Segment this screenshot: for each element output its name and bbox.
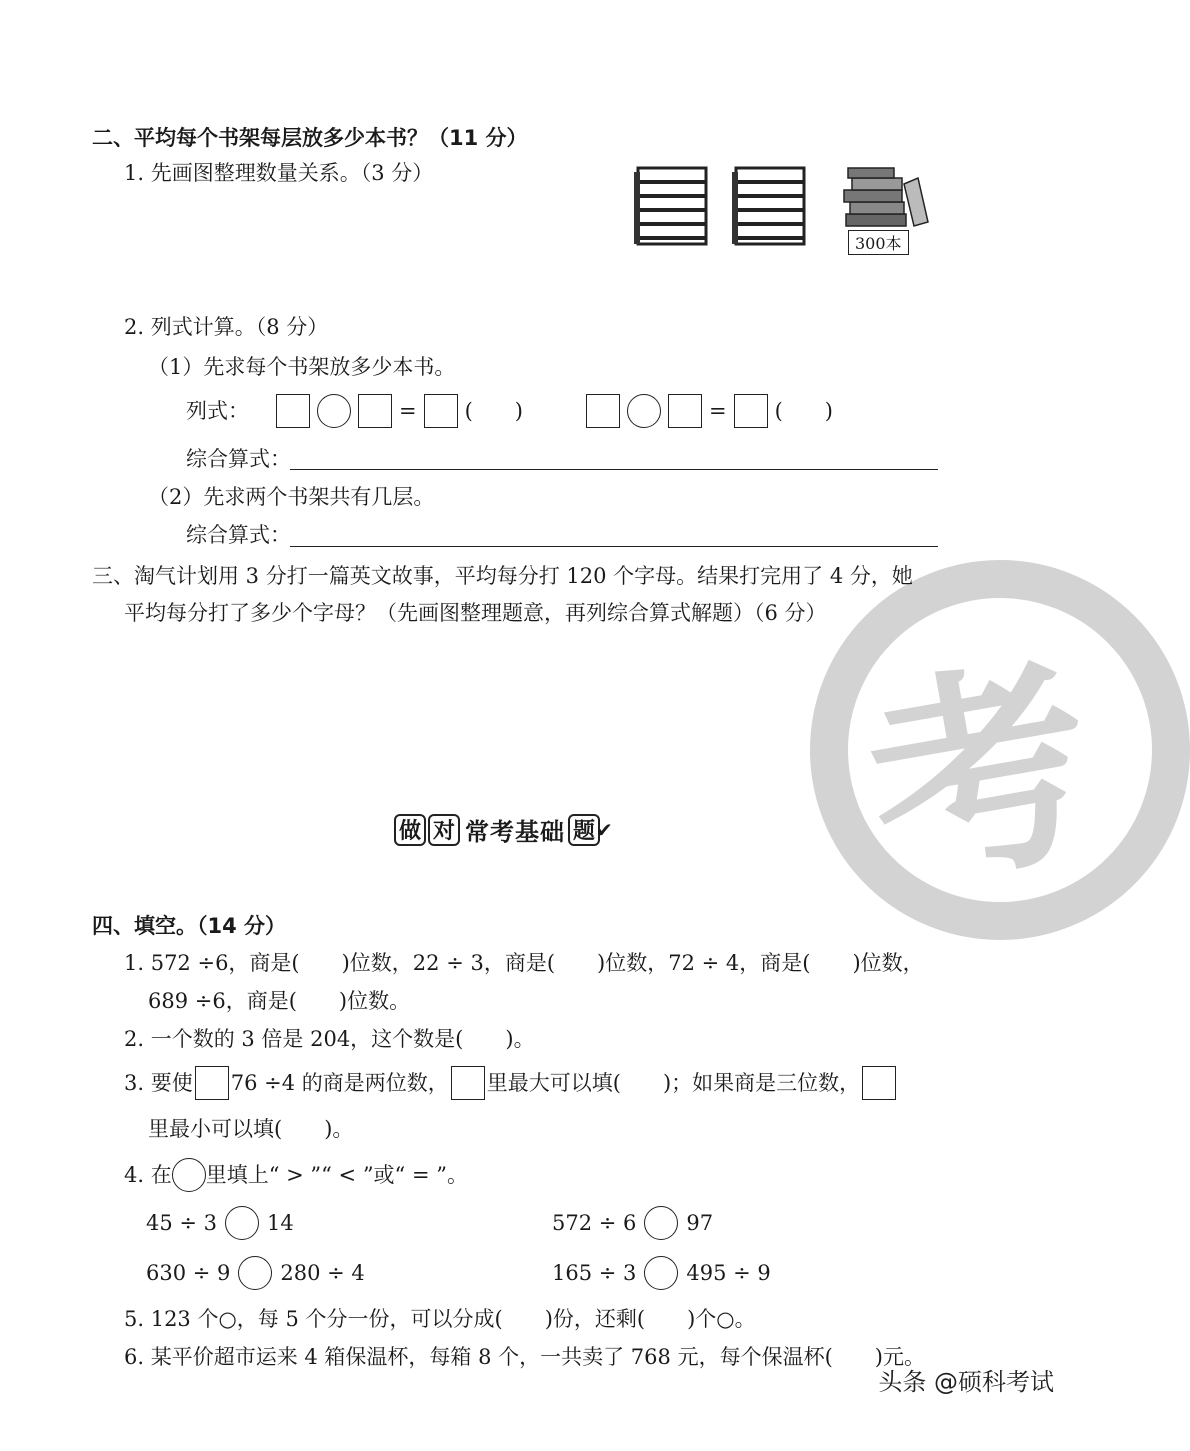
digit-box[interactable] [195, 1066, 229, 1100]
compare-item-3 [146, 1256, 365, 1290]
books-count-label: 300本 [848, 230, 909, 255]
compare-right: 14 [267, 1211, 294, 1235]
bookshelf-icon [634, 166, 710, 246]
digit-box[interactable] [862, 1066, 896, 1100]
compare-circle[interactable] [225, 1206, 259, 1240]
banner-char: 做 [394, 814, 426, 846]
compare-right: 280 ÷ 4 [280, 1261, 365, 1285]
section-4-title: 四、填空。（14 分） [92, 914, 287, 938]
question-4-4 [124, 1158, 468, 1192]
unit-blank[interactable]: ( ) [774, 399, 833, 423]
answer-box[interactable] [424, 394, 458, 428]
compare-circle [172, 1158, 206, 1192]
watermark-logo: 考 [850, 631, 1112, 922]
question-4-3-line-2: 里最小可以填( )。 [148, 1117, 354, 1141]
answer-box[interactable] [668, 394, 702, 428]
compare-left: 630 ÷ 9 [146, 1261, 231, 1285]
compare-circle[interactable] [644, 1206, 678, 1240]
question-4-5: 5. 123 个○，每 5 个分一份，可以分成( )份，还剩( )个○。 [124, 1307, 756, 1331]
equals-sign: = [709, 399, 727, 423]
book-stack-icon [842, 164, 930, 230]
formula-row-1 [276, 394, 523, 428]
combined-formula-label: 综合算式： [186, 447, 291, 471]
q3-text-c: 里最大可以填( )；如果商是三位数， [486, 1071, 861, 1095]
question-4-2: 2. 一个数的 3 倍是 204，这个数是( )。 [124, 1027, 535, 1051]
banner-text: 常考基础 [465, 818, 565, 846]
answer-line[interactable] [290, 469, 938, 470]
section-2-title: 二、平均每个书架每层放多少本书？（11 分） [92, 126, 528, 150]
bookshelf-icon [732, 166, 808, 246]
answer-line[interactable] [290, 546, 938, 547]
compare-item-1 [146, 1206, 294, 1240]
answer-box[interactable] [276, 394, 310, 428]
question-4-1-line-2: 689 ÷6，商是( )位数。 [148, 989, 411, 1013]
question-4-3 [124, 1066, 896, 1100]
answer-box[interactable] [586, 394, 620, 428]
banner-char: 对 [428, 814, 460, 846]
question-2-2-1: （1）先求每个书架放多少本书。 [148, 355, 456, 379]
operator-circle[interactable] [627, 394, 661, 428]
equals-sign: = [399, 399, 417, 423]
question-2-2: 2. 列式计算。（8 分） [124, 315, 329, 339]
answer-box[interactable] [734, 394, 768, 428]
operator-circle[interactable] [317, 394, 351, 428]
question-4-1-line-1: 1. 572 ÷6，商是( )位数，22 ÷ 3，商是( )位数，72 ÷ 4，商是( )位数， [124, 951, 924, 975]
q3-text-b: 76 ÷4 的商是两位数， [230, 1071, 449, 1095]
check-icon: ✔ [596, 817, 613, 842]
compare-item-4 [552, 1256, 771, 1290]
combined-formula-label: 综合算式： [186, 523, 291, 547]
compare-circle[interactable] [238, 1256, 272, 1290]
compare-left: 165 ÷ 3 [552, 1261, 637, 1285]
digit-box[interactable] [451, 1066, 485, 1100]
compare-right: 495 ÷ 9 [686, 1261, 771, 1285]
banner-char: 题 [568, 814, 600, 846]
question-2-1: 1. 先画图整理数量关系。（3 分） [124, 161, 434, 185]
section-3-line-2: 平均每分打了多少个字母？（先画图整理题意，再列综合算式解题）（6 分） [124, 601, 827, 625]
footer-credit: 头条 @硕科考试 [878, 1368, 1054, 1396]
compare-circle[interactable] [644, 1256, 678, 1290]
formula-label: 列式： [186, 399, 249, 423]
formula-row-2 [586, 394, 833, 428]
section-3-line-1: 三、淘气计划用 3 分打一篇英文故事，平均每分打 120 个字母。结果打完用了 4 分，她 [92, 564, 913, 588]
compare-left: 45 ÷ 3 [146, 1211, 218, 1235]
q4-text-a: 4. 在 [124, 1163, 172, 1187]
answer-box[interactable] [358, 394, 392, 428]
question-4-6: 6. 某平价超市运来 4 箱保温杯，每箱 8 个，一共卖了 768 元，每个保温杯( )元。 [124, 1345, 925, 1369]
q3-text-a: 3. 要使 [124, 1071, 193, 1095]
question-2-2-2: （2）先求两个书架共有几层。 [148, 485, 435, 509]
section-banner [394, 812, 613, 847]
compare-right: 97 [686, 1211, 714, 1235]
compare-item-2 [552, 1206, 713, 1240]
compare-left: 572 ÷ 6 [552, 1211, 637, 1235]
q4-text-b: 里填上“ > ”“ < ”或“ = ”。 [205, 1163, 468, 1187]
unit-blank[interactable]: ( ) [464, 399, 523, 423]
